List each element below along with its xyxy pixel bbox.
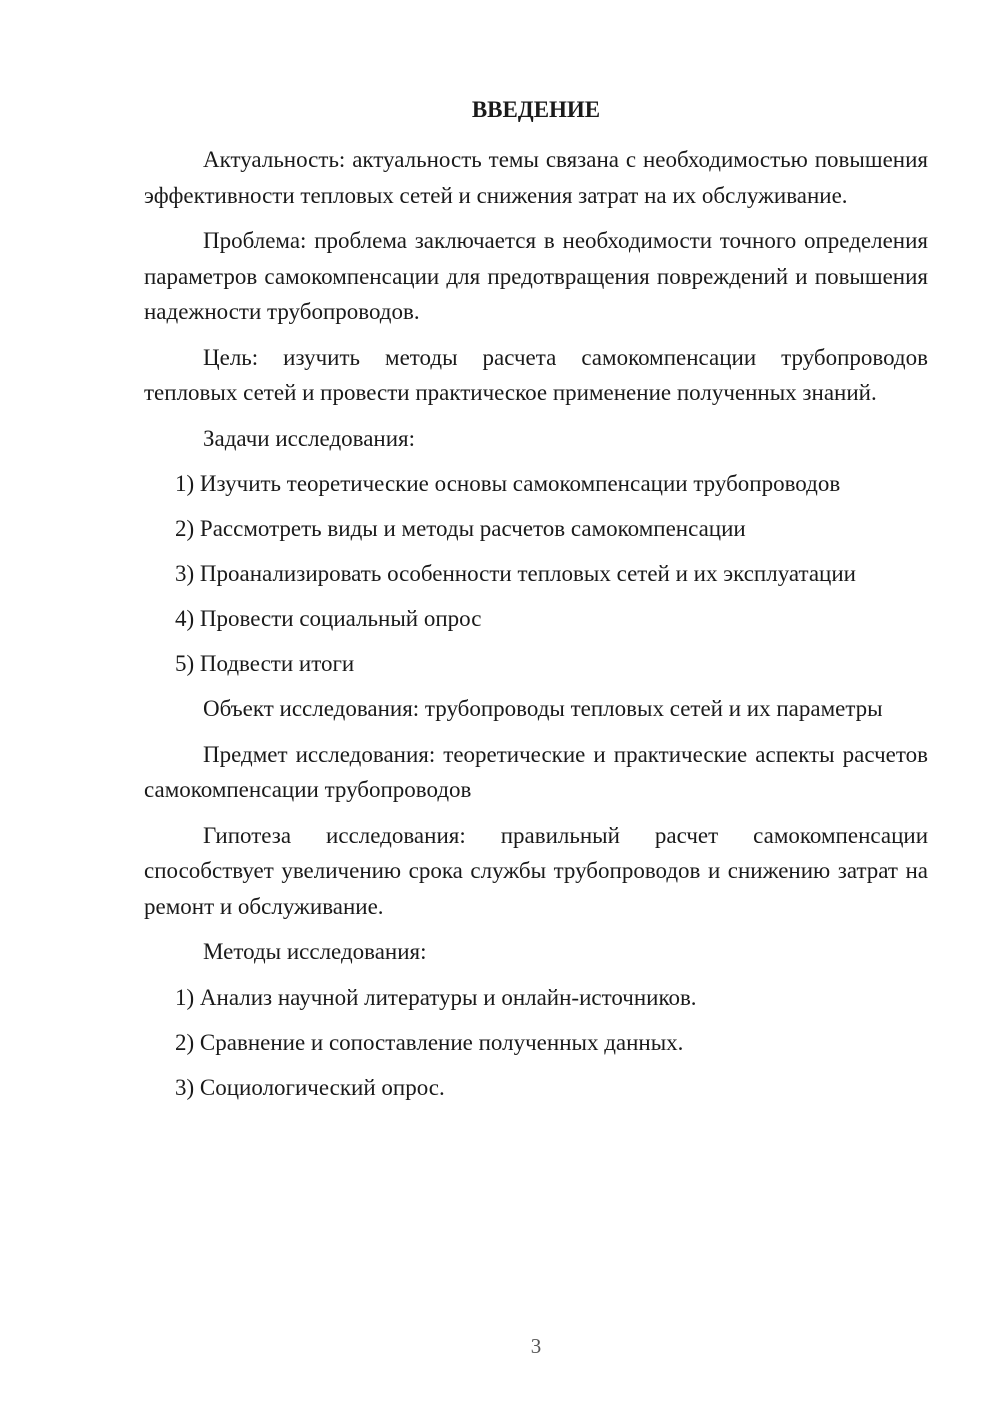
list-item: 1) Анализ научной литературы и онлайн-источников.	[175, 984, 697, 1010]
list-item: 1) Изучить теоретические основы самокомпенсации трубопроводов	[175, 471, 841, 496]
tasks-list	[144, 466, 928, 682]
list-item: 2) Рассмотреть виды и методы расчетов самокомпенсации	[175, 516, 746, 541]
list-item: 4) Провести социальный опрос	[175, 606, 482, 631]
tasks-heading: Задачи исследования:	[203, 425, 416, 451]
methods-heading: Методы исследования:	[203, 939, 427, 964]
paragraph-object: Объект исследования: трубопроводы тепловых сетей и их параметры	[203, 696, 883, 721]
list-item: 3) Социологический опрос.	[175, 1074, 445, 1100]
list-item: 3) Проанализировать особенности тепловых сетей и их эксплуатации	[175, 561, 856, 586]
paragraph-goal: Цель: изучить методы расчета самокомпенсации трубопроводов тепловых сетей и провести практическое применение полученных знаний.	[144, 344, 928, 405]
methods-list	[144, 980, 928, 1106]
paragraph-subject: Предмет исследования: теоретические и практические аспекты расчетов самокомпенсации трубопроводов	[144, 741, 928, 802]
list-item: 5) Подвести итоги	[175, 651, 355, 676]
paragraph-relevance: Актуальность: актуальность темы связана с необходимостью повышения эффективности тепловых сетей и снижения затрат на их обслуживание.	[144, 147, 928, 208]
paragraph-problem: Проблема: проблема заключается в необходимости точного определения параметров самокомпенсации для предотвращения повреждений и повышения надежности трубопроводов.	[144, 228, 928, 324]
page-number: 3	[530, 1334, 542, 1358]
paragraph-hypothesis: Гипотеза исследования: правильный расчет самокомпенсации способствует увеличению срока службы трубопроводов и снижению затрат на ремонт и обслуживание.	[144, 822, 928, 919]
page-content	[144, 92, 928, 1115]
list-item: 2) Сравнение и сопоставление полученных данных.	[175, 1029, 684, 1055]
page-title: ВВЕДЕНИЕ	[471, 97, 601, 122]
